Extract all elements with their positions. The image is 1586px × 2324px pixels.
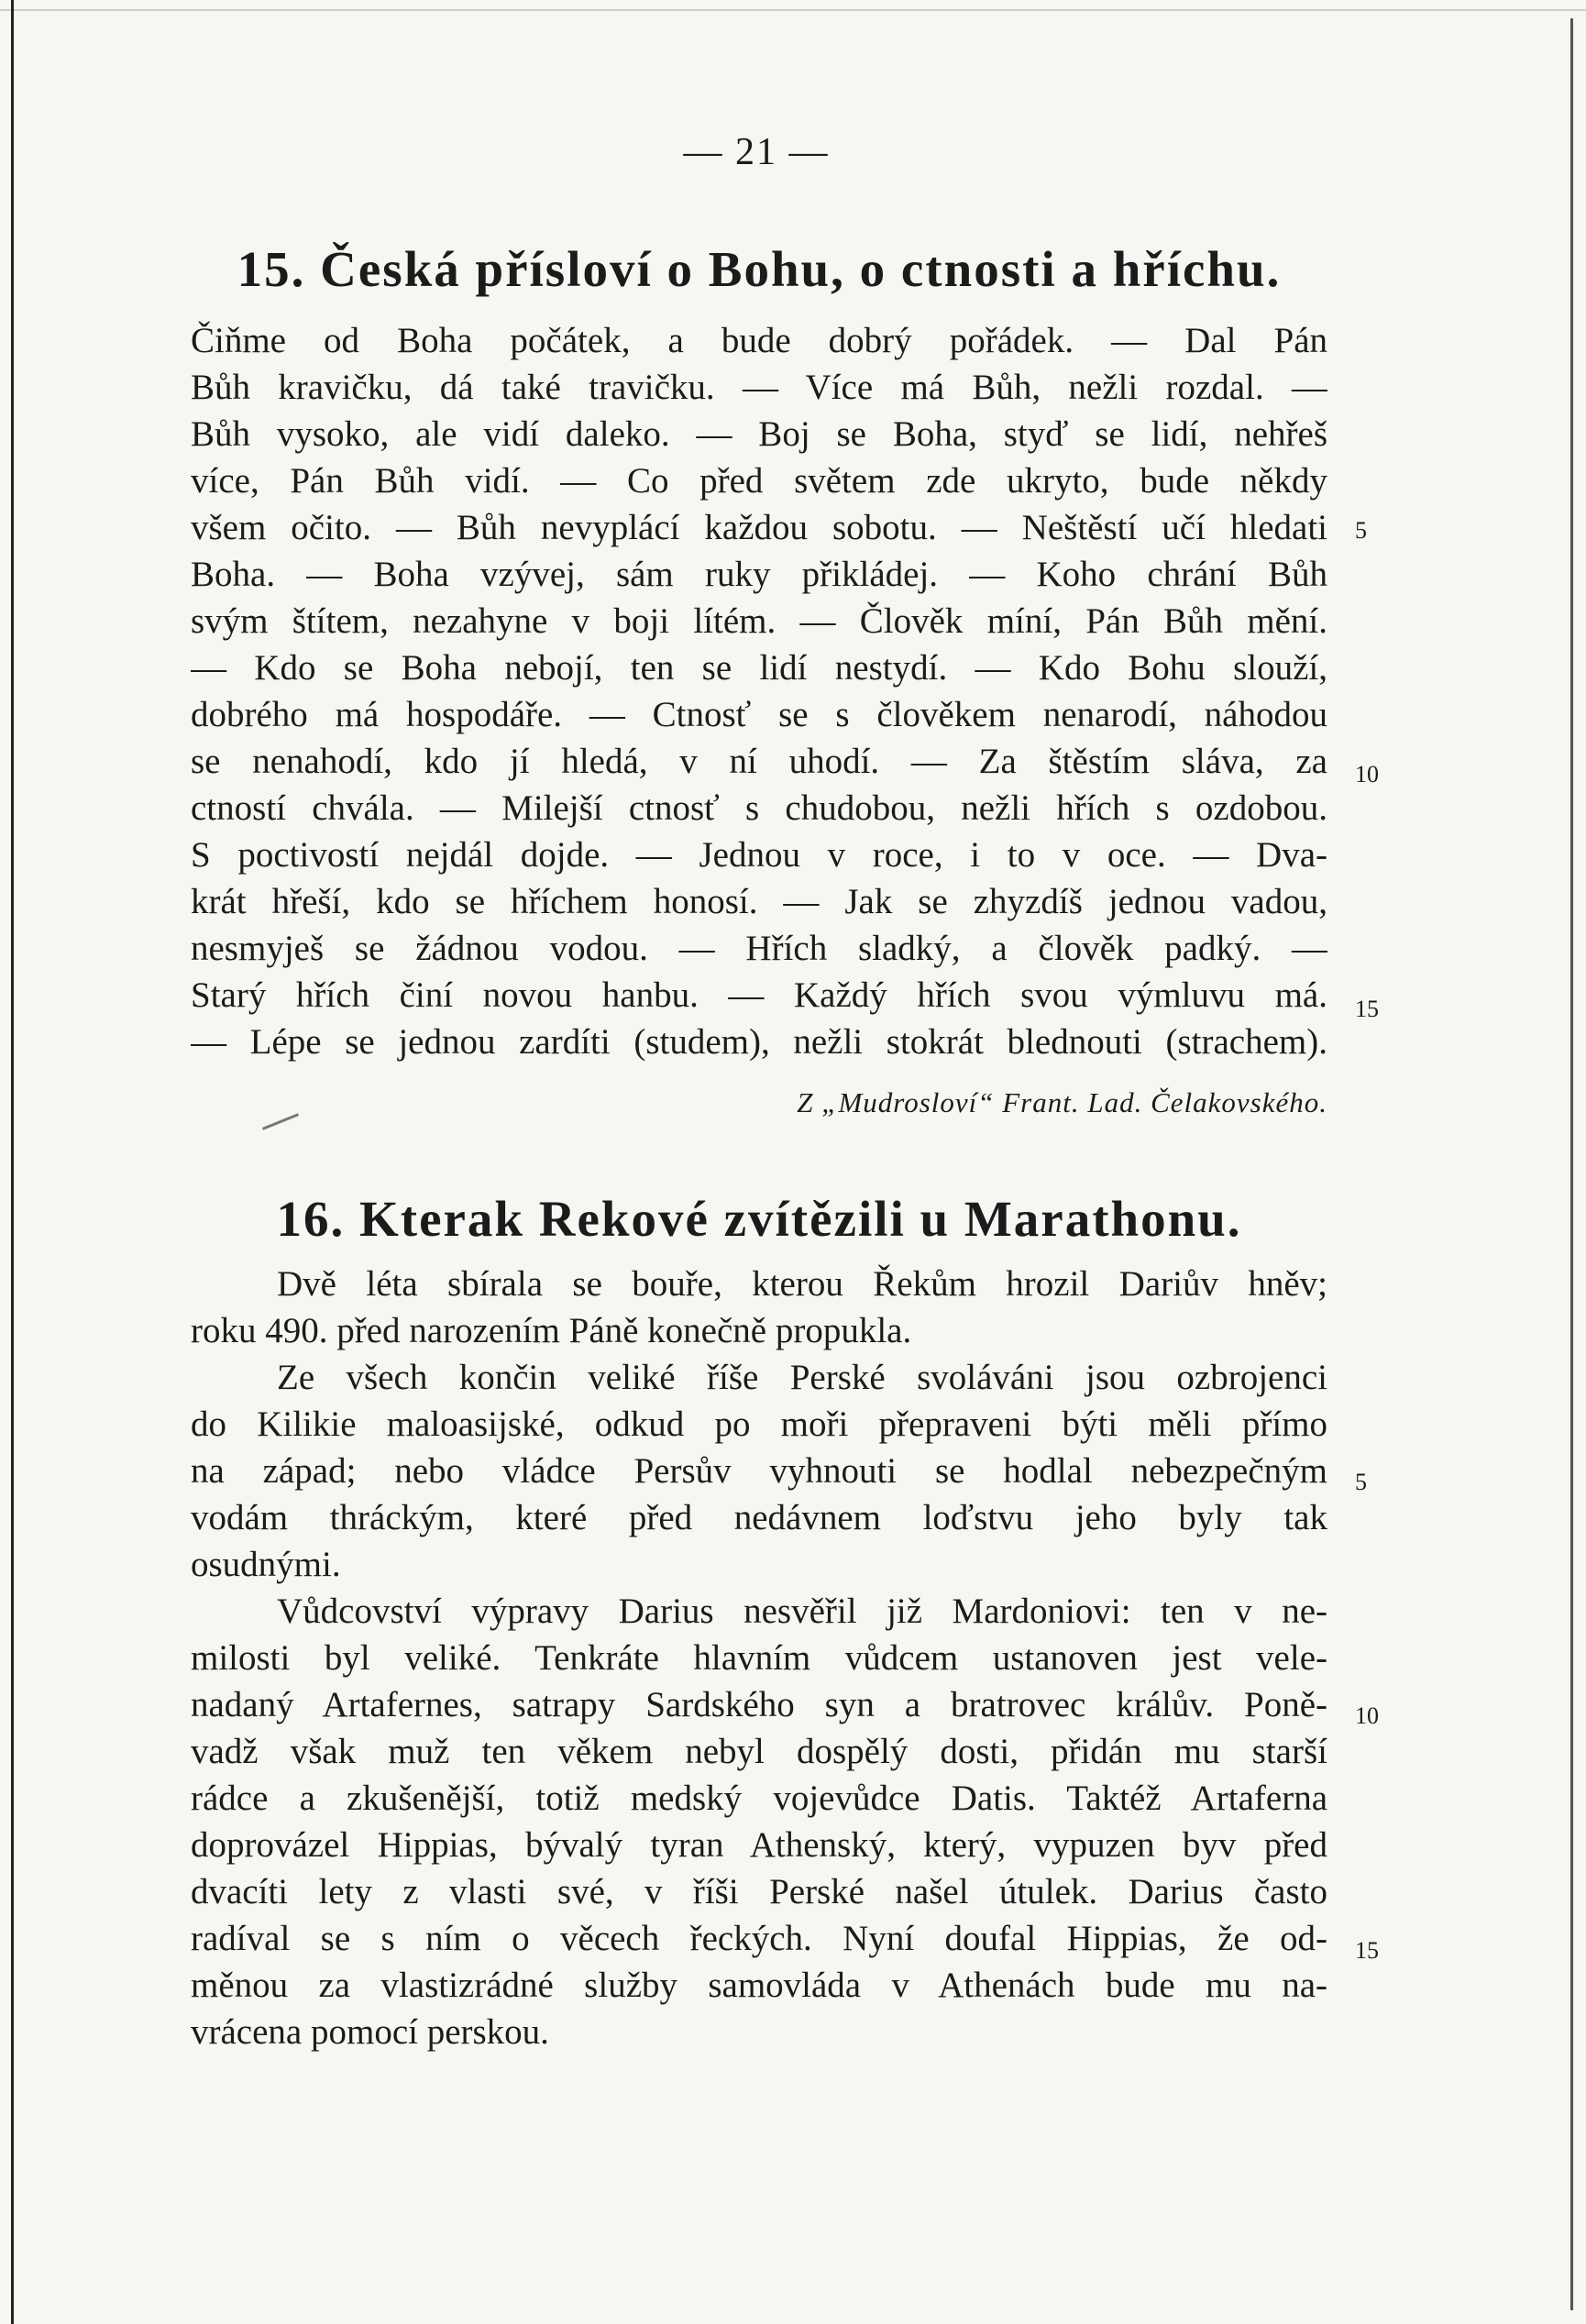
text-line: osudnými. [191, 1545, 341, 1584]
text-line: Bůh vysoko, ale vidí daleko. — Boj se Boha, styď se lidí, nehřeš [191, 414, 1327, 454]
section-15-body [191, 317, 1327, 1065]
pencil-mark [262, 1113, 299, 1130]
text-line: S poctivostí nejdál dojde. — Jednou v roce, i to v oce. — Dva- [191, 835, 1327, 875]
scan-edge-left [11, 0, 14, 2324]
text-line: dvacíti lety z vlasti své, v říši Perské našel útulek. Darius často [191, 1872, 1327, 1911]
line-number-margin: 10 [1355, 761, 1379, 788]
text-line: milosti byl veliké. Tenkráte hlavním vůdcem ustanoven jest vele- [191, 1638, 1327, 1678]
section-15-heading: 15. Česká přísloví o Bohu, o ctnosti a hříchu. [237, 241, 1282, 297]
text-line: Bůh kravičku, dá také travičku. — Více má Bůh, nežli rozdal. — [191, 368, 1327, 407]
text-line: radíval se s ním o věcech řeckých. Nyní doufal Hippias, že od- [191, 1919, 1327, 1958]
line-number-margin: 15 [1355, 996, 1379, 1022]
text-line: Ze všech končin veliké říše Perské svoláváni jsou ozbrojenci [277, 1358, 1327, 1397]
text-line: svým štítem, nezahyne v boji lítém. — Člověk míní, Pán Bůh mění. [191, 601, 1327, 641]
text-line: na západ; nebo vládce Persův vyhnouti se hodlal nebezpečným [191, 1451, 1327, 1491]
text-line: měnou za vlastizrádné služby samovláda v Athenách bude mu na- [191, 1966, 1327, 2005]
text-line: vrácena pomocí perskou. [191, 2012, 549, 2052]
text-line: dobrého má hospodáře. — Ctnosť se s člověkem nenarodí, náhodou [191, 695, 1327, 734]
source-attribution: Z „Mudrosloví“ Frant. Lad. Čelakovského. [797, 1086, 1327, 1118]
text-line: Vůdcovství výpravy Darius nesvěřil již Mardoniovi: ten v ne- [277, 1592, 1327, 1631]
text-line: se nenahodí, kdo jí hledá, v ní uhodí. — Za štěstím sláva, za [191, 742, 1327, 781]
text-line: doprovázel Hippias, bývalý tyran Athenský, který, vypuzen byv před [191, 1825, 1327, 1865]
page-number: — 21 — [683, 131, 830, 173]
text-line: do Kilikie maloasijské, odkud po moři přepraveni býti měli přímo [191, 1404, 1327, 1444]
text-line: Boha. — Boha vzývej, sám ruky přikládej. — Koho chrání Bůh [191, 555, 1327, 594]
text-line: více, Pán Bůh vidí. — Co před světem zde ukryto, bude někdy [191, 461, 1327, 501]
text-line: nadaný Artafernes, satrapy Sardského syn a bratrovec králův. Poně- [191, 1685, 1327, 1724]
text-line: Dvě léta sbírala se bouře, kterou Řekům hrozil Dariův hněv; [277, 1264, 1327, 1304]
section-16-heading: 16. Kterak Rekové zvítězili u Marathonu. [276, 1191, 1242, 1247]
text-line: ctností chvála. — Milejší ctnosť s chudobou, nežli hřích s ozdobou. [191, 788, 1327, 828]
line-number-margin: 15 [1355, 1937, 1379, 1964]
line-number-margin: 5 [1355, 517, 1367, 544]
section-16-body [191, 1261, 1327, 2055]
text-line: všem očito. — Bůh nevyplácí každou sobotu. — Neštěstí učí hledati [191, 508, 1327, 547]
text-line: — Lépe se jednou zardíti (studem), nežli stokrát blednouti (strachem). [191, 1022, 1327, 1062]
text-line: Čiňme od Boha počátek, a bude dobrý pořádek. — Dal Pán [191, 321, 1327, 360]
text-line: vodám thráckým, které před nedávnem loďstvu jeho byly tak [191, 1498, 1327, 1537]
line-number-margin: 10 [1355, 1702, 1379, 1729]
text-line: — Kdo se Boha nebojí, ten se lidí nestydí. — Kdo Bohu slouží, [191, 648, 1327, 688]
scan-edge-top [0, 9, 1586, 11]
text-line: roku 490. před narozením Páně konečně propukla. [191, 1311, 912, 1350]
text-line: rádce a zkušenější, totiž medský vojevůdce Datis. Taktéž Artaferna [191, 1779, 1327, 1818]
line-number-margin: 5 [1355, 1469, 1367, 1495]
text-line: krát hřeší, kdo se hříchem honosí. — Jak se zhyzdíš jednou vadou, [191, 882, 1327, 921]
text-line: nesmyješ se žádnou vodou. — Hřích sladký, a člověk padký. — [191, 929, 1327, 968]
text-line: vadž však muž ten věkem nebyl dospělý dosti, přidán mu starší [191, 1732, 1327, 1771]
scan-edge-right [1570, 18, 1573, 2310]
text-line: Starý hřích činí novou hanbu. — Každý hřích svou výmluvu má. [191, 975, 1327, 1015]
